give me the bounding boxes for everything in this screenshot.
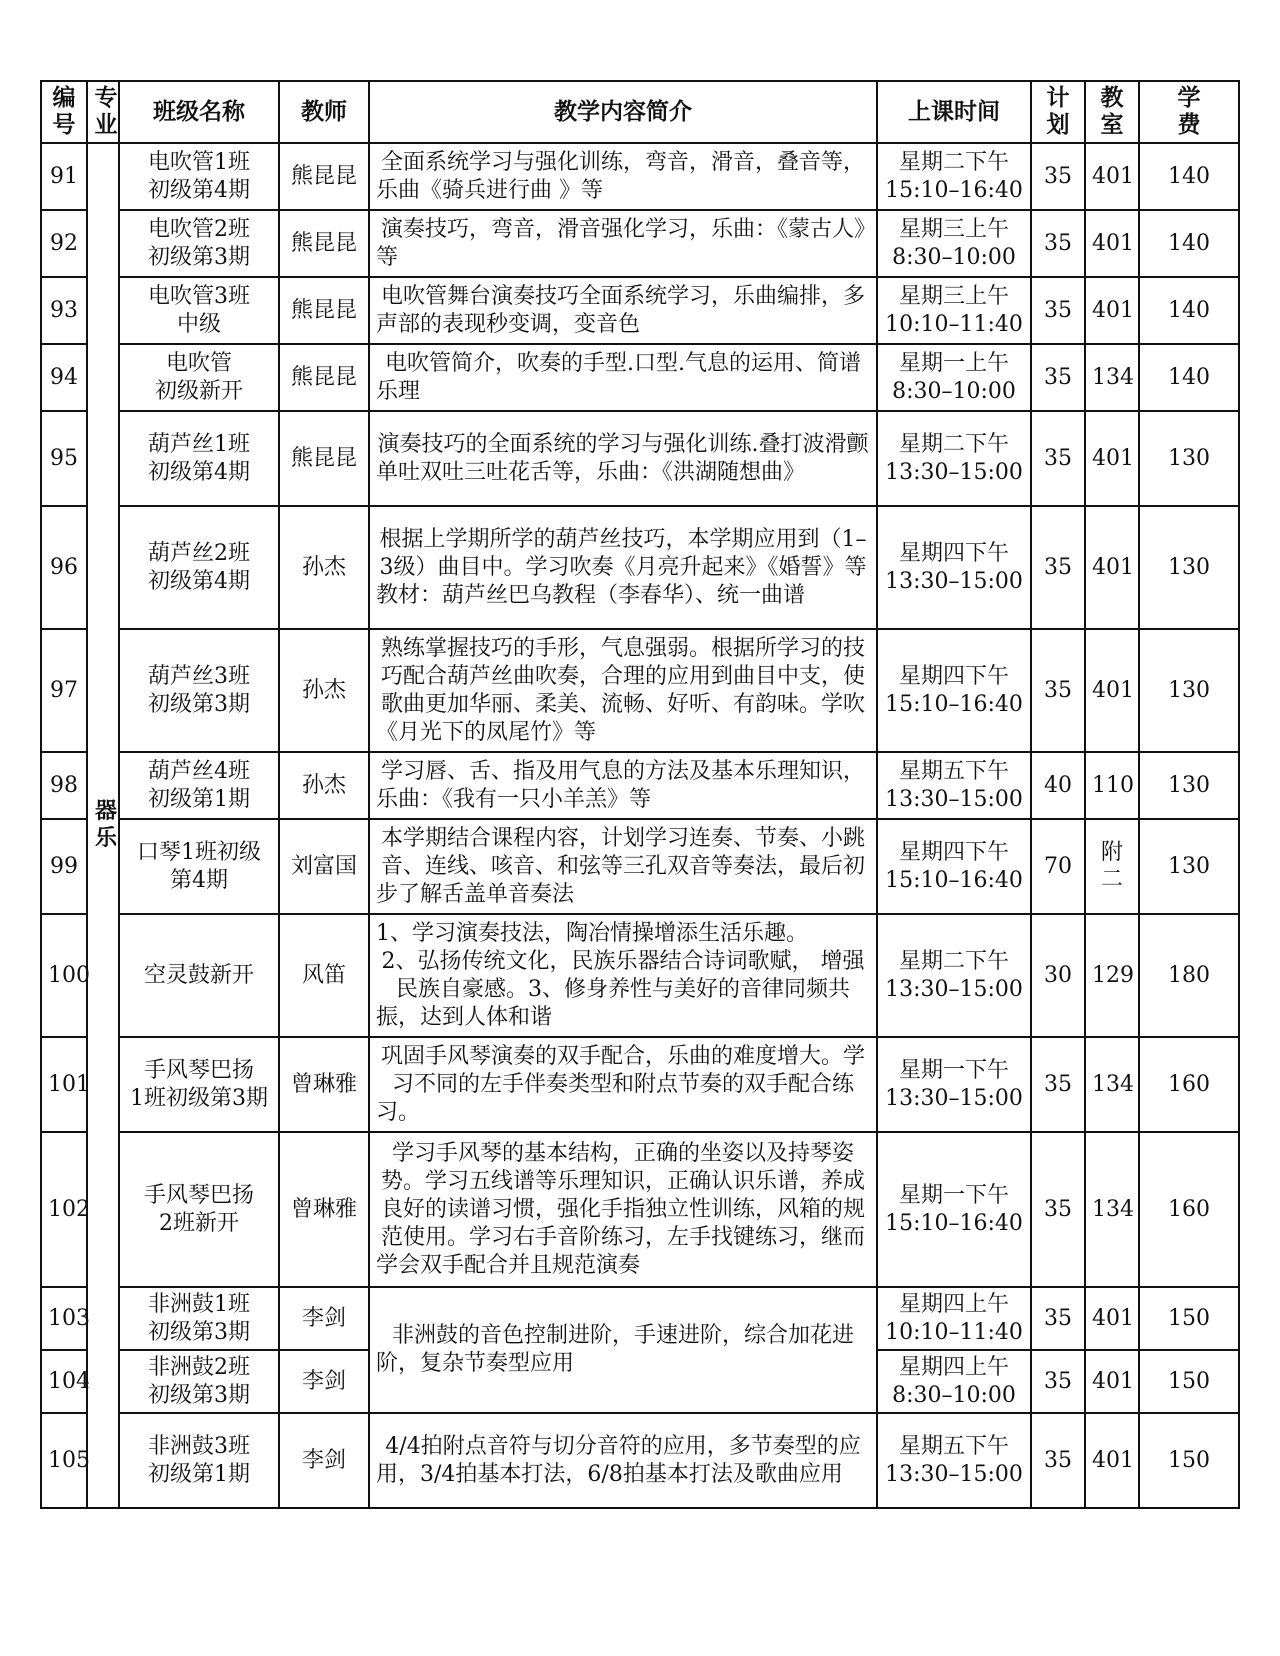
cell-fee: 140 — [1139, 277, 1239, 344]
cell-time: 星期四上午 10:10–11:40 — [877, 1287, 1031, 1350]
cell-content: 学习唇、舌、指及用气息的方法及基本乐理知识，乐曲：《我有一只小羊羔》等 — [369, 752, 877, 819]
cell-no: 98 — [41, 752, 87, 819]
cell-fee: 180 — [1139, 914, 1239, 1037]
cell-plan: 35 — [1031, 411, 1085, 506]
table-row — [41, 752, 1239, 819]
cell-time: 星期五下午 13:30–15:00 — [877, 1413, 1031, 1508]
cell-class-name: 手风琴巴扬 2班新开 — [119, 1132, 279, 1287]
cell-teacher: 熊昆昆 — [279, 277, 369, 344]
cell-content: 全面系统学习与强化训练，弯音，滑音，叠音等，乐曲《骑兵进行曲 》等 — [369, 143, 877, 210]
table-row — [41, 1132, 1239, 1287]
cell-fee: 150 — [1139, 1350, 1239, 1413]
cell-content: 熟练掌握技巧的手形，气息强弱。根据所学习的技巧配合葫芦丝曲吹奏，合理的应用到曲目中支，使歌曲更加华丽、柔美、流畅、好听、有韵味。学吹《月光下的凤尾竹》等 — [369, 629, 877, 752]
cell-plan: 35 — [1031, 277, 1085, 344]
cell-time: 星期四上午 8:30–10:00 — [877, 1350, 1031, 1413]
header-time: 上课时间 — [877, 81, 1031, 143]
cell-plan: 35 — [1031, 344, 1085, 411]
cell-class-name: 电吹管2班 初级第3期 — [119, 210, 279, 277]
header-content: 教学内容简介 — [369, 81, 877, 143]
cell-no: 92 — [41, 210, 87, 277]
cell-fee: 140 — [1139, 344, 1239, 411]
cell-no: 99 — [41, 819, 87, 914]
header-plan: 计划 — [1031, 81, 1085, 143]
cell-fee: 150 — [1139, 1413, 1239, 1508]
header-teacher: 教师 — [279, 81, 369, 143]
cell-fee: 130 — [1139, 629, 1239, 752]
cell-fee: 130 — [1139, 819, 1239, 914]
cell-room: 401 — [1085, 210, 1139, 277]
header-class-name: 班级名称 — [119, 81, 279, 143]
table-row — [41, 1287, 1239, 1350]
cell-plan: 35 — [1031, 143, 1085, 210]
cell-teacher: 李剑 — [279, 1287, 369, 1350]
cell-fee: 130 — [1139, 411, 1239, 506]
cell-content: 电吹管简介，吹奏的手型.口型.气息的运用、简谱乐理 — [369, 344, 877, 411]
cell-class-name: 葫芦丝3班 初级第3期 — [119, 629, 279, 752]
cell-class-name: 口琴1班初级 第4期 — [119, 819, 279, 914]
cell-fee: 140 — [1139, 143, 1239, 210]
header-room: 教室 — [1085, 81, 1139, 143]
cell-class-name: 非洲鼓3班 初级第1期 — [119, 1413, 279, 1508]
cell-time: 星期二下午 13:30–15:00 — [877, 914, 1031, 1037]
cell-room: 401 — [1085, 411, 1139, 506]
cell-no: 91 — [41, 143, 87, 210]
cell-plan: 35 — [1031, 1037, 1085, 1132]
cell-room: 134 — [1085, 1037, 1139, 1132]
cell-teacher: 孙杰 — [279, 506, 369, 629]
cell-content: 学习手风琴的基本结构，正确的坐姿以及持琴姿势。学习五线谱等乐理知识，正确认识乐谱，养成良好的读谱习惯，强化手指独立性训练，风箱的规范使用。学习右手音阶练习，左手找键练习，继而学会双手配合并且规范演奏 — [369, 1132, 877, 1287]
cell-plan: 35 — [1031, 1413, 1085, 1508]
cell-plan: 35 — [1031, 1132, 1085, 1287]
cell-time: 星期三上午 8:30–10:00 — [877, 210, 1031, 277]
table-row — [41, 1413, 1239, 1508]
cell-time: 星期四下午 15:10–16:40 — [877, 819, 1031, 914]
cell-content: 本学期结合课程内容，计划学习连奏、节奏、小跳音、连线、咳音、和弦等三孔双音等奏法，最后初步了解舌盖单音奏法 — [369, 819, 877, 914]
cell-class-name: 电吹管3班 中级 — [119, 277, 279, 344]
cell-no: 105 — [41, 1413, 87, 1508]
table-row — [41, 914, 1239, 1037]
cell-room: 401 — [1085, 277, 1139, 344]
cell-no: 103 — [41, 1287, 87, 1350]
cell-room: 401 — [1085, 506, 1139, 629]
table-row — [41, 277, 1239, 344]
cell-content: 根据上学期所学的葫芦丝技巧，本学期应用到（1–3级）曲目中。学习吹奏《月亮升起来》《婚誓》等 教材：葫芦丝巴乌教程（李春华）、统一曲谱 — [369, 506, 877, 629]
cell-plan: 40 — [1031, 752, 1085, 819]
cell-class-name: 电吹管 初级新开 — [119, 344, 279, 411]
course-schedule-table — [40, 80, 1240, 1509]
cell-no: 96 — [41, 506, 87, 629]
cell-time: 星期二下午 15:10–16:40 — [877, 143, 1031, 210]
cell-plan: 35 — [1031, 1287, 1085, 1350]
cell-room: 401 — [1085, 1350, 1139, 1413]
cell-class-name: 非洲鼓2班 初级第3期 — [119, 1350, 279, 1413]
cell-time: 星期一上午 8:30–10:00 — [877, 344, 1031, 411]
cell-class-name: 空灵鼓新开 — [119, 914, 279, 1037]
cell-time: 星期一下午 13:30–15:00 — [877, 1037, 1031, 1132]
cell-no: 93 — [41, 277, 87, 344]
cell-room: 401 — [1085, 1287, 1139, 1350]
cell-major: 器乐 — [87, 143, 119, 1508]
cell-class-name: 葫芦丝4班 初级第1期 — [119, 752, 279, 819]
cell-time: 星期二下午 13:30–15:00 — [877, 411, 1031, 506]
cell-teacher: 曾琳雅 — [279, 1132, 369, 1287]
cell-fee: 160 — [1139, 1037, 1239, 1132]
table-row — [41, 411, 1239, 506]
cell-content: 4/4拍附点音符与切分音符的应用，多节奏型的应用，3/4拍基本打法，6/8拍基本打法及歌曲应用 — [369, 1413, 877, 1508]
cell-content: 非洲鼓的音色控制进阶，手速进阶，综合加花进阶，复杂节奏型应用 — [369, 1287, 877, 1413]
header-no: 编号 — [41, 81, 87, 143]
cell-class-name: 手风琴巴扬 1班初级第3期 — [119, 1037, 279, 1132]
cell-no: 104 — [41, 1350, 87, 1413]
cell-plan: 30 — [1031, 914, 1085, 1037]
cell-no: 94 — [41, 344, 87, 411]
cell-fee: 130 — [1139, 506, 1239, 629]
cell-class-name: 葫芦丝1班 初级第4期 — [119, 411, 279, 506]
cell-no: 101 — [41, 1037, 87, 1132]
cell-content: 1、学习演奏技法，陶冶情操增添生活乐趣。 2、弘扬传统文化，民族乐器结合诗词歌赋， 增强民族自豪感。3、修身养性与美好的音律同频共振，达到人体和谐 — [369, 914, 877, 1037]
cell-teacher: 李剑 — [279, 1413, 369, 1508]
table-row — [41, 344, 1239, 411]
cell-time: 星期三上午 10:10–11:40 — [877, 277, 1031, 344]
cell-fee: 140 — [1139, 210, 1239, 277]
cell-fee: 160 — [1139, 1132, 1239, 1287]
table-row — [41, 1037, 1239, 1132]
cell-class-name: 电吹管1班 初级第4期 — [119, 143, 279, 210]
cell-no: 100 — [41, 914, 87, 1037]
cell-time: 星期一下午 15:10–16:40 — [877, 1132, 1031, 1287]
cell-teacher: 曾琳雅 — [279, 1037, 369, 1132]
cell-no: 102 — [41, 1132, 87, 1287]
cell-room: 134 — [1085, 1132, 1139, 1287]
cell-teacher: 熊昆昆 — [279, 143, 369, 210]
cell-teacher: 熊昆昆 — [279, 411, 369, 506]
cell-teacher: 熊昆昆 — [279, 344, 369, 411]
cell-fee: 150 — [1139, 1287, 1239, 1350]
cell-fee: 130 — [1139, 752, 1239, 819]
cell-content: 巩固手风琴演奏的双手配合，乐曲的难度增大。学习不同的左手伴奏类型和附点节奏的双手配合练习。 — [369, 1037, 877, 1132]
cell-no: 95 — [41, 411, 87, 506]
cell-teacher: 风笛 — [279, 914, 369, 1037]
cell-content: 电吹管舞台演奏技巧全面系统学习，乐曲编排，多声部的表现秒变调，变音色 — [369, 277, 877, 344]
cell-room: 129 — [1085, 914, 1139, 1037]
table-row — [41, 506, 1239, 629]
cell-class-name: 非洲鼓1班 初级第3期 — [119, 1287, 279, 1350]
cell-time: 星期五下午 13:30–15:00 — [877, 752, 1031, 819]
cell-content: 演奏技巧，弯音，滑音强化学习，乐曲：《蒙古人》等 — [369, 210, 877, 277]
header-fee: 学费 — [1139, 81, 1239, 143]
cell-teacher: 孙杰 — [279, 752, 369, 819]
cell-plan: 35 — [1031, 210, 1085, 277]
cell-plan: 35 — [1031, 506, 1085, 629]
cell-plan: 70 — [1031, 819, 1085, 914]
cell-teacher: 刘富国 — [279, 819, 369, 914]
cell-class-name: 葫芦丝2班 初级第4期 — [119, 506, 279, 629]
table-row — [41, 629, 1239, 752]
cell-teacher: 熊昆昆 — [279, 210, 369, 277]
cell-plan: 35 — [1031, 1350, 1085, 1413]
cell-teacher: 李剑 — [279, 1350, 369, 1413]
table-row — [41, 210, 1239, 277]
cell-room: 134 — [1085, 344, 1139, 411]
cell-teacher: 孙杰 — [279, 629, 369, 752]
header-row — [41, 81, 1239, 143]
cell-time: 星期四下午 13:30–15:00 — [877, 506, 1031, 629]
cell-plan: 35 — [1031, 629, 1085, 752]
cell-content: 演奏技巧的全面系统的学习与强化训练.叠打波滑颤 单吐双吐三吐花舌等，乐曲：《洪湖随想曲》 — [369, 411, 877, 506]
cell-no: 97 — [41, 629, 87, 752]
cell-room: 401 — [1085, 629, 1139, 752]
cell-room: 附二 — [1085, 819, 1139, 914]
cell-time: 星期四下午 15:10–16:40 — [877, 629, 1031, 752]
cell-room: 110 — [1085, 752, 1139, 819]
cell-room: 401 — [1085, 143, 1139, 210]
table-row — [41, 819, 1239, 914]
table-row — [41, 143, 1239, 210]
header-major: 专业 — [87, 81, 119, 143]
cell-room: 401 — [1085, 1413, 1139, 1508]
